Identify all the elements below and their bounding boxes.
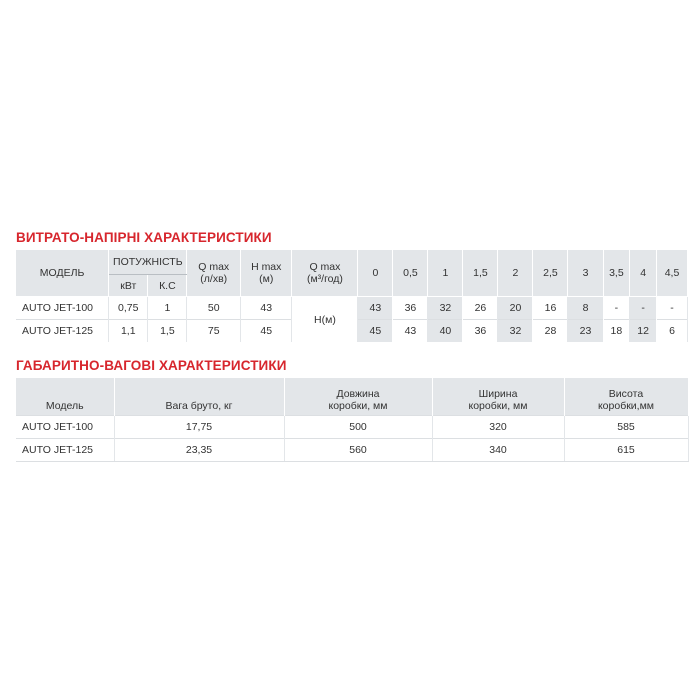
header-weight: Вага бруто, кг xyxy=(114,378,284,416)
header-flow-point: 2 xyxy=(498,250,533,297)
header-flow-point: 4 xyxy=(630,250,657,297)
cell-hp: 1 xyxy=(148,297,187,320)
cell-head: 26 xyxy=(463,297,498,320)
cell-qmax: 50 xyxy=(187,297,241,320)
cell-head: 12 xyxy=(630,320,657,343)
cell-qmax: 75 xyxy=(187,320,241,343)
cell-model: AUTO JET-100 xyxy=(16,297,109,320)
header-qmax-lmin: Q max (л/хв) xyxy=(187,250,241,297)
header-flow-point: 3 xyxy=(568,250,603,297)
header-model: Модель xyxy=(16,378,114,416)
cell-head: - xyxy=(630,297,657,320)
cell-head: 32 xyxy=(428,297,463,320)
cell-box-length: 500 xyxy=(284,416,432,439)
flow-head-table xyxy=(16,250,688,342)
cell-head: 28 xyxy=(533,320,568,343)
cell-kw: 1,1 xyxy=(109,320,148,343)
cell-hp: 1,5 xyxy=(148,320,187,343)
table-row xyxy=(16,439,688,462)
header-box-height: Висота коробки,мм xyxy=(564,378,688,416)
header-flow-point: 0 xyxy=(358,250,393,297)
cell-head: 20 xyxy=(498,297,533,320)
cell-head: 18 xyxy=(603,320,630,343)
cell-box-height: 615 xyxy=(564,439,688,462)
cell-head: 36 xyxy=(463,320,498,343)
cell-head: 45 xyxy=(358,320,393,343)
cell-box-height: 585 xyxy=(564,416,688,439)
table-row xyxy=(16,297,688,320)
section-title-flow-head: ВИТРАТО-НАПІРНІ ХАРАКТЕРИСТИКИ xyxy=(16,230,272,245)
header-qmax-m3h: Q max (м³/год) xyxy=(292,250,358,297)
cell-head: 43 xyxy=(393,320,428,343)
header-box-width: Ширина коробки, мм xyxy=(432,378,564,416)
cell-head: - xyxy=(603,297,630,320)
cell-head: 16 xyxy=(533,297,568,320)
cell-head-label: H(м) xyxy=(292,297,358,343)
header-flow-point: 1,5 xyxy=(463,250,498,297)
header-kw: кВт xyxy=(109,275,148,297)
cell-head: 40 xyxy=(428,320,463,343)
header-power: ПОТУЖНІСТЬ xyxy=(109,250,187,275)
table-header-row xyxy=(16,250,688,275)
cell-model: AUTO JET-100 xyxy=(16,416,114,439)
cell-model: AUTO JET-125 xyxy=(16,439,114,462)
cell-kw: 0,75 xyxy=(109,297,148,320)
cell-hmax: 43 xyxy=(241,297,292,320)
section-title-dimensions-weight: ГАБАРИТНО-ВАГОВІ ХАРАКТЕРИСТИКИ xyxy=(16,358,287,373)
cell-weight: 17,75 xyxy=(114,416,284,439)
cell-model: AUTO JET-125 xyxy=(16,320,109,343)
header-flow-point: 4,5 xyxy=(657,250,688,297)
header-box-length: Довжина коробки, мм xyxy=(284,378,432,416)
cell-hmax: 45 xyxy=(241,320,292,343)
cell-head: 32 xyxy=(498,320,533,343)
header-hmax: H max (м) xyxy=(241,250,292,297)
cell-head: 43 xyxy=(358,297,393,320)
cell-box-width: 320 xyxy=(432,416,564,439)
cell-head: 23 xyxy=(568,320,603,343)
table-row xyxy=(16,416,688,439)
table-header-row xyxy=(16,378,688,416)
header-flow-point: 3,5 xyxy=(603,250,630,297)
cell-head: 8 xyxy=(568,297,603,320)
header-hp: К.С xyxy=(148,275,187,297)
header-flow-point: 2,5 xyxy=(533,250,568,297)
cell-head: - xyxy=(657,297,688,320)
header-model: МОДЕЛЬ xyxy=(16,250,109,297)
dimensions-weight-table xyxy=(16,378,689,462)
cell-head: 36 xyxy=(393,297,428,320)
cell-head: 6 xyxy=(657,320,688,343)
cell-box-length: 560 xyxy=(284,439,432,462)
header-flow-point: 0,5 xyxy=(393,250,428,297)
header-flow-point: 1 xyxy=(428,250,463,297)
cell-weight: 23,35 xyxy=(114,439,284,462)
cell-box-width: 340 xyxy=(432,439,564,462)
